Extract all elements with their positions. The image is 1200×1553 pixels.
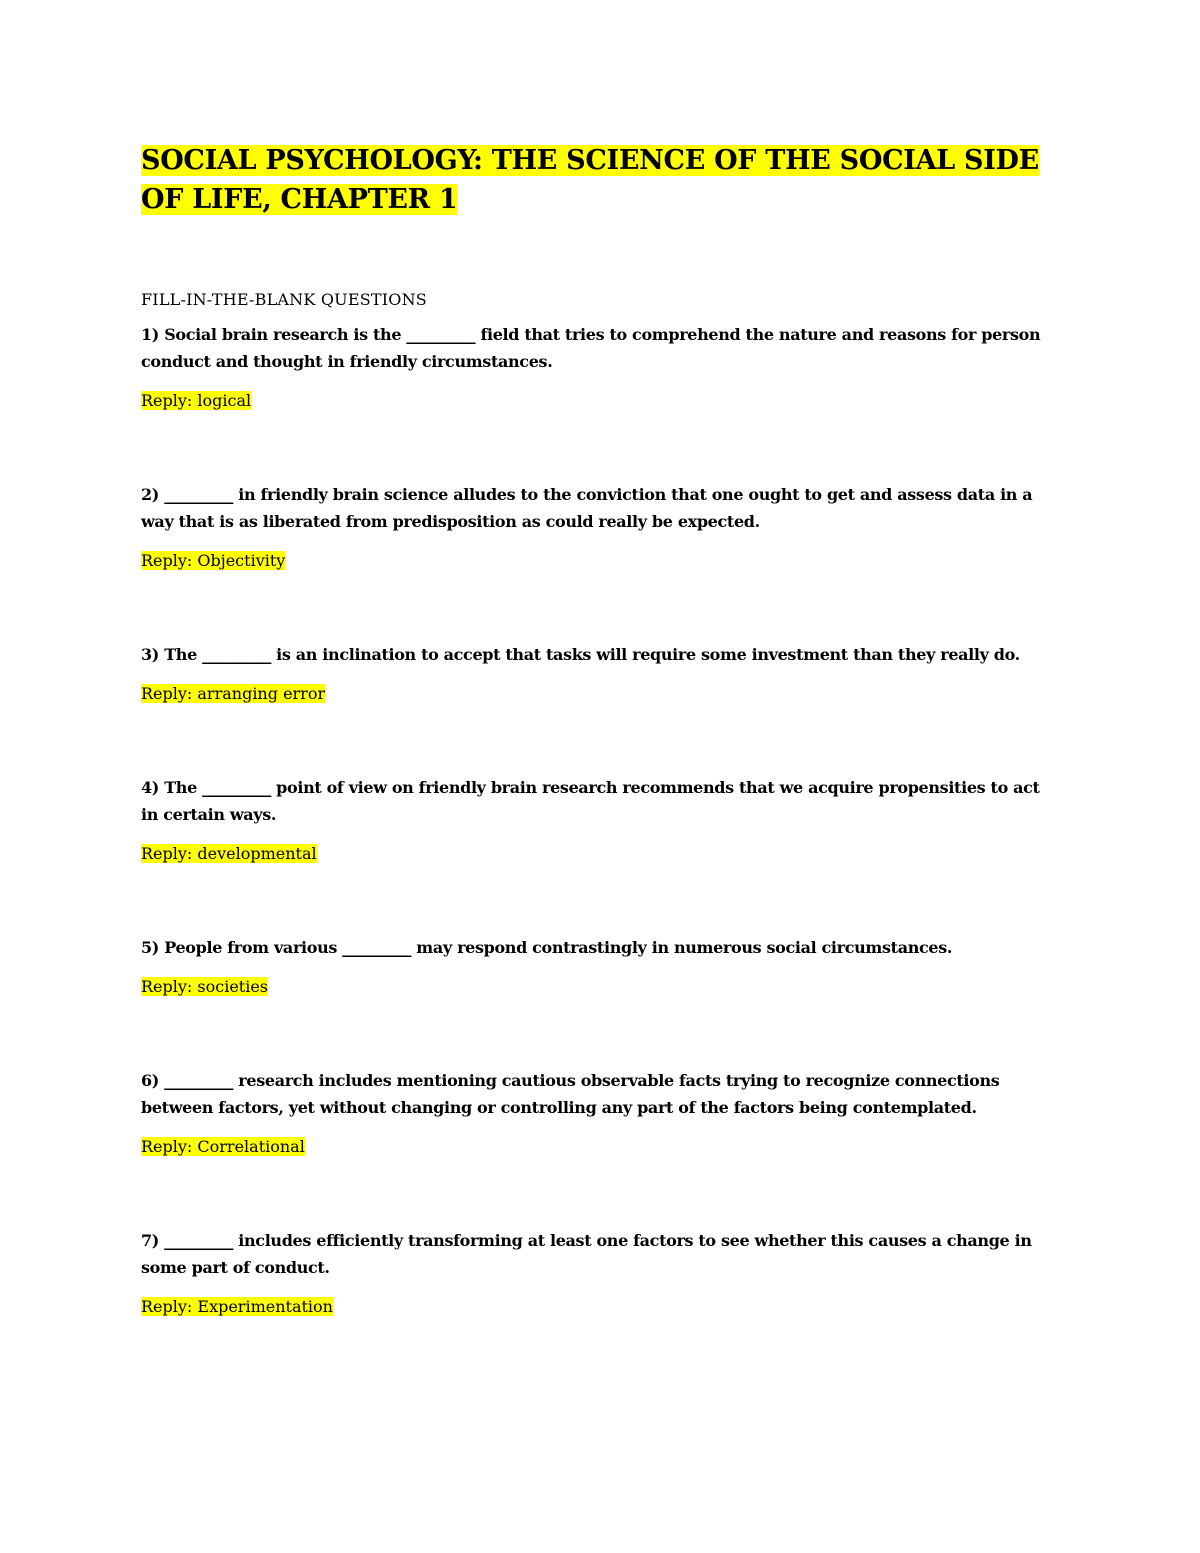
question-item-3	[141, 641, 1061, 706]
answer-text: Reply: arranging error	[141, 684, 326, 703]
question-item-1	[141, 321, 1061, 413]
answer-line	[141, 389, 1061, 413]
answer-text: Reply: societies	[141, 977, 269, 996]
answer-text: Reply: Correlational	[141, 1137, 305, 1156]
answer-text: Reply: logical	[141, 391, 252, 410]
question-item-4	[141, 774, 1061, 866]
answer-line	[141, 682, 1061, 706]
answer-text: Reply: Experimentation	[141, 1297, 333, 1316]
answer-line	[141, 1295, 1061, 1319]
document-title-text: SOCIAL PSYCHOLOGY: THE SCIENCE OF THE SOCIAL SIDE OF LIFE, CHAPTER 1	[141, 145, 1039, 215]
question-text: 7) _________ includes efficiently transforming at least one factors to see whether this causes a change in some part of conduct.	[141, 1231, 1032, 1277]
document-content	[141, 141, 1061, 1319]
section-heading: FILL-IN-THE-BLANK QUESTIONS	[141, 290, 427, 309]
answer-text: Reply: developmental	[141, 844, 317, 863]
document-title	[141, 141, 1061, 219]
question-item-2	[141, 481, 1061, 573]
question-text: 5) People from various _________ may respond contrastingly in numerous social circumstances.	[141, 938, 953, 957]
answer-line	[141, 1135, 1061, 1159]
question-text: 4) The _________ point of view on friendly brain research recommends that we acquire propensities to act in certain ways.	[141, 778, 1040, 824]
question-item-5	[141, 934, 1061, 999]
answer-line	[141, 549, 1061, 573]
question-text: 1) Social brain research is the _________ field that tries to comprehend the nature and reasons for person conduct and thought in friendly circumstances.	[141, 325, 1041, 371]
question-text: 6) _________ research includes mentioning cautious observable facts trying to recognize connections between factors, yet without changing or controlling any part of the factors being contemplated.	[141, 1071, 1000, 1117]
question-item-6	[141, 1067, 1061, 1159]
question-item-7	[141, 1227, 1061, 1319]
answer-line	[141, 842, 1061, 866]
answer-text: Reply: Objectivity	[141, 551, 286, 570]
question-text: 3) The _________ is an inclination to accept that tasks will require some investment than they really do.	[141, 645, 1020, 664]
question-text: 2) _________ in friendly brain science alludes to the conviction that one ought to get and assess data in a way that is as liberated from predisposition as could really be expected.	[141, 485, 1033, 531]
answer-line	[141, 975, 1061, 999]
